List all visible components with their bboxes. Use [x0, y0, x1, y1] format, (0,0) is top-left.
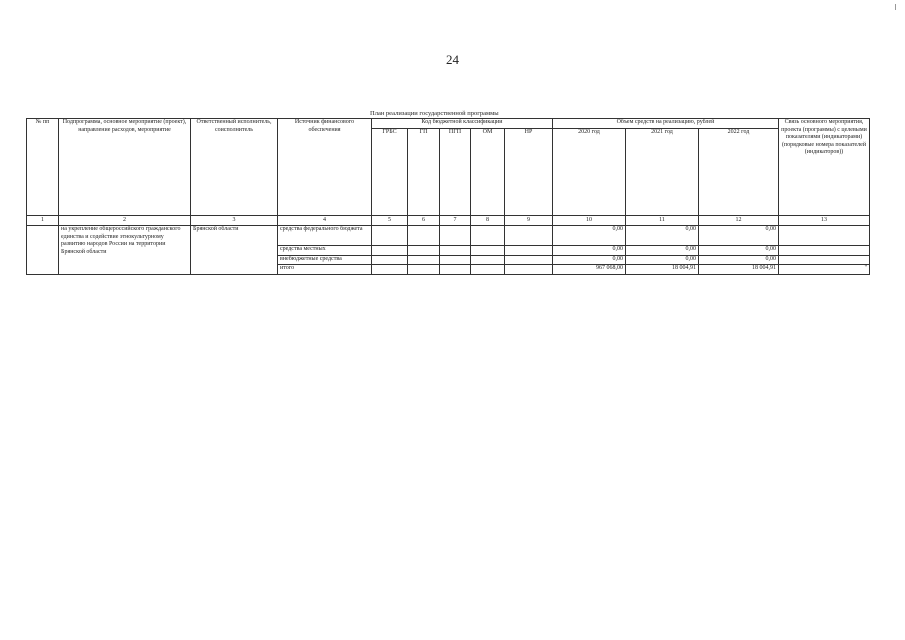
col-number: 13: [779, 216, 870, 226]
col-number: 6: [408, 216, 440, 226]
header-no: № пп: [27, 119, 59, 216]
header-link: Связь основного мероприятия, проекта (программы) с целевыми показателями (индикаторами) (порядковые номера показателей (индикаторов)): [779, 119, 870, 216]
header-source: Источник финансового обеспечения: [278, 119, 372, 216]
page-number: 24: [446, 52, 459, 67]
header-row-1: [27, 119, 870, 129]
col-number: 4: [278, 216, 372, 226]
row-2021: 0,00: [626, 246, 699, 256]
column-number-row: [27, 216, 870, 226]
row-total-2020: 967 068,00: [553, 265, 626, 275]
header-gp: ГП: [408, 129, 440, 216]
row-source: средства местных: [278, 246, 372, 256]
scan-mark: [895, 4, 896, 10]
col-number: 11: [626, 216, 699, 226]
col-number: 1: [27, 216, 59, 226]
table-title: План реализации государственной программы: [370, 110, 499, 117]
col-number: 9: [505, 216, 553, 226]
row-total-2021: 18 004,91: [626, 265, 699, 275]
row-2021: 0,00: [626, 256, 699, 265]
trailing-mark: ": [779, 265, 870, 275]
table-row: [27, 226, 870, 246]
header-2021: 2021 год: [626, 129, 699, 216]
header-om: ОМ: [471, 129, 505, 216]
row-total-2022: 18 004,91: [699, 265, 779, 275]
header-executor: Ответственный исполнитель, соисполнитель: [191, 119, 278, 216]
row-executor: Брянской области: [191, 226, 278, 275]
header-subprogram: Подпрограмма, основное мероприятие (проект), направление расходов, мероприятие: [59, 119, 191, 216]
col-number: 2: [59, 216, 191, 226]
row-subprogram: на укрепление общероссийского гражданского единства и содействие этнокультурному развитию народов России на территории Брянской области: [59, 226, 191, 275]
row-2022: 0,00: [699, 226, 779, 246]
header-grbs: ГРБС: [372, 129, 408, 216]
row-2022: 0,00: [699, 246, 779, 256]
row-source: внебюджетные средства: [278, 256, 372, 265]
row-no: [27, 226, 59, 275]
col-number: 3: [191, 216, 278, 226]
col-number: 8: [471, 216, 505, 226]
row-2020: 0,00: [553, 256, 626, 265]
col-number: 5: [372, 216, 408, 226]
row-2020: 0,00: [553, 246, 626, 256]
header-2020: 2020 год: [553, 129, 626, 216]
header-nr: НР: [505, 129, 553, 216]
col-number: 10: [553, 216, 626, 226]
row-2020: 0,00: [553, 226, 626, 246]
row-2022: 0,00: [699, 256, 779, 265]
header-budget-code: Код бюджетной классификации: [372, 119, 553, 129]
plan-table: [26, 118, 870, 275]
col-number: 12: [699, 216, 779, 226]
header-2022: 2022 год: [699, 129, 779, 216]
row-source: средства федерального бюджета: [278, 226, 372, 246]
col-number: 7: [440, 216, 471, 226]
header-pgp: ПГП: [440, 129, 471, 216]
row-2021: 0,00: [626, 226, 699, 246]
row-source-total: итого: [278, 265, 372, 275]
header-volume: Объем средств на реализацию, рублей: [553, 119, 779, 129]
